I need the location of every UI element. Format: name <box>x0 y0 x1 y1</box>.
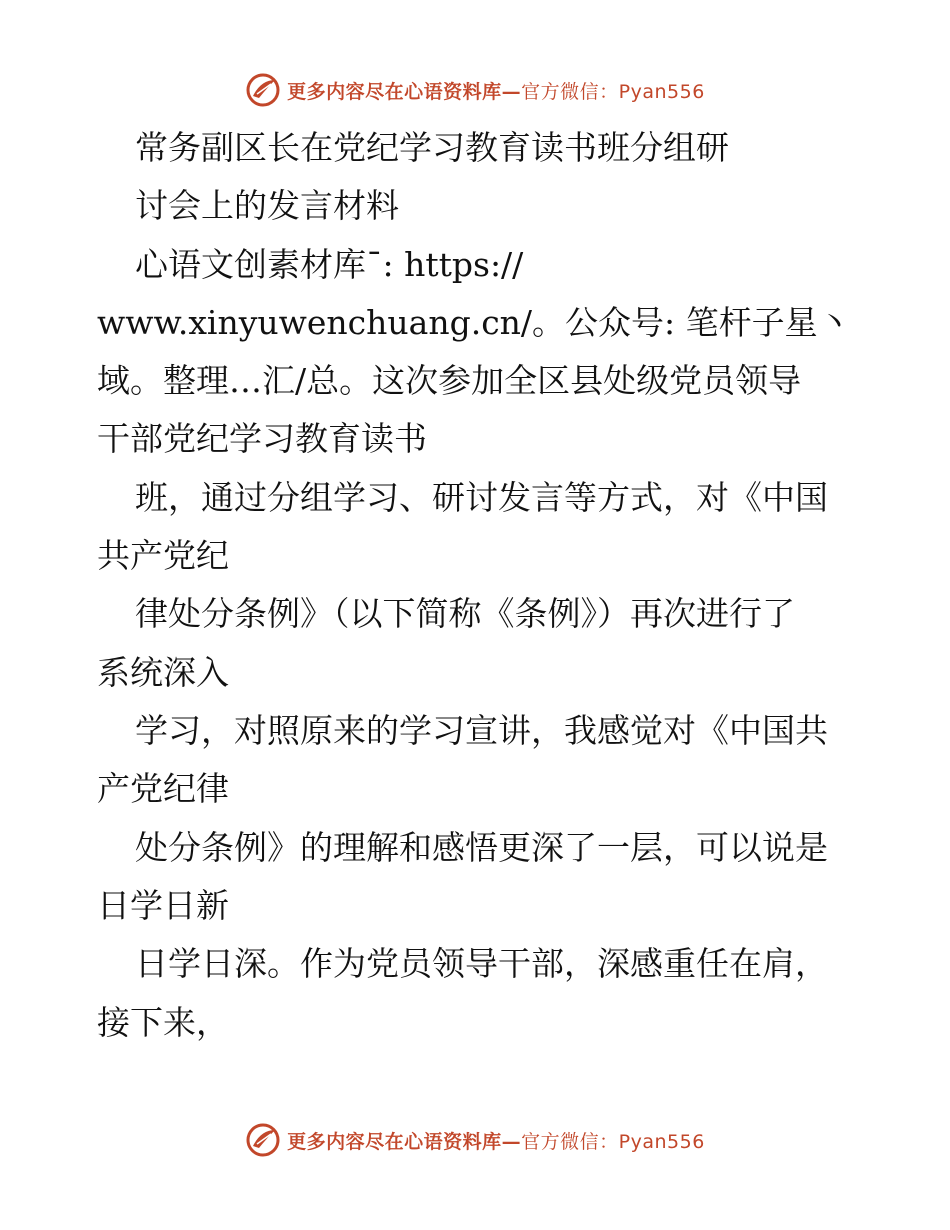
body-line: 班，通过分组学习、研讨发言等方式，对《中国 <box>135 478 828 517</box>
body-line: 干部党纪学习教育读书 <box>97 419 427 458</box>
footer-banner <box>0 1120 950 1160</box>
body-line: 律处分条例》（以下简称《条例》）再次进行了 <box>135 594 795 633</box>
body-line: 产党纪律 <box>97 769 229 808</box>
body-line: 日学日深。作为党员领导干部，深感重任在肩， <box>135 944 828 983</box>
body-line: 心语文创素材库¯: https:// <box>135 245 524 284</box>
body-line: 域。整理…汇/总。这次参加全区县处级党员领导 <box>97 361 802 400</box>
body-line: 日学日新 <box>97 886 229 925</box>
title-line-2: 讨会上的发言材料 <box>135 186 399 225</box>
body-line: 系统深入 <box>97 653 229 692</box>
body-line: 处分条例》的理解和感悟更深了一层，可以说是 <box>135 828 828 867</box>
body-line: 共产党纪 <box>97 536 229 575</box>
body-line: 接下来， <box>97 1003 229 1042</box>
header-text: 更多内容尽在心语资料库—官方微信：Pyan556 <box>287 80 705 103</box>
title-line-1: 常务副区长在党纪学习教育读书班分组研 <box>135 128 729 167</box>
logo-icon <box>245 72 281 108</box>
body-line: www.xinyuwenchuang.cn/。公众号: 笔杆子星丶 <box>97 303 851 342</box>
footer-text: 更多内容尽在心语资料库—官方微信：Pyan556 <box>287 1130 705 1153</box>
header-banner <box>0 70 950 110</box>
logo-icon <box>245 1122 281 1158</box>
body-line: 学习，对照原来的学习宣讲，我感觉对《中国共 <box>135 711 828 750</box>
